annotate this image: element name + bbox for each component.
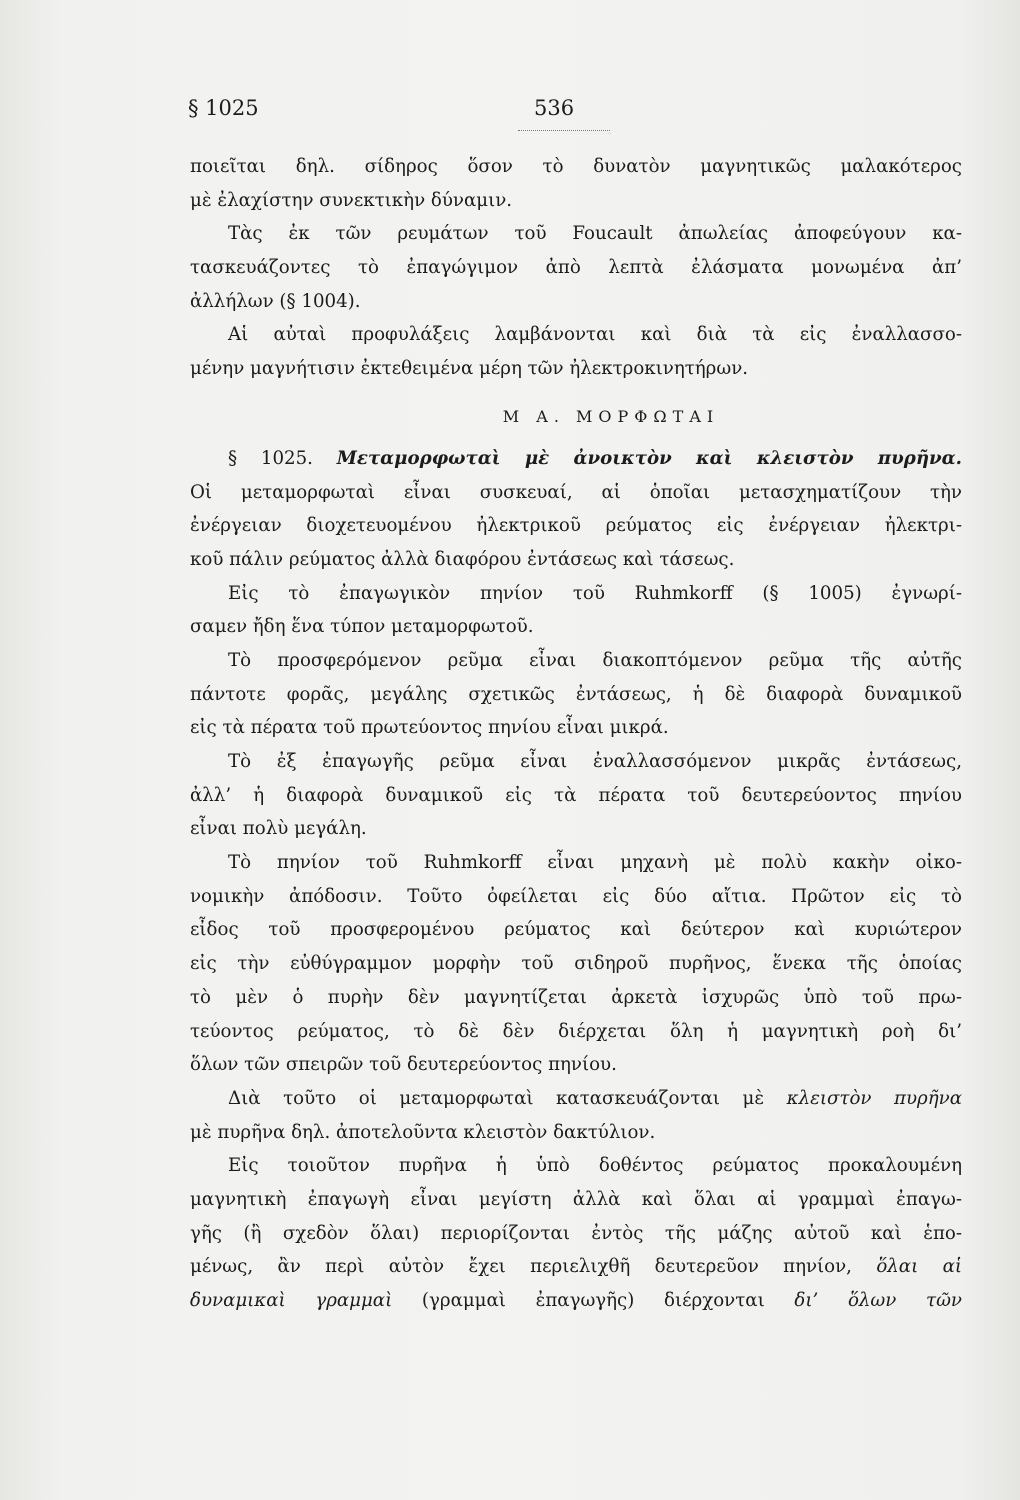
paragraph (190, 1082, 962, 1149)
paragraph (190, 644, 962, 745)
italic-run: δι’ ὅλων τῶν (794, 1290, 962, 1311)
text-line: Τὰς ἐκ τῶν ρευμάτων τοῦ Foucault ἀπωλείας ἀποφεύγουν κα- (228, 223, 962, 245)
page-number: 536 (534, 96, 575, 120)
text-line (190, 1250, 962, 1284)
text-line: ὅλων τῶν σπειρῶν τοῦ δευτερεύοντος πηνίου. (190, 1054, 617, 1076)
paragraph (190, 318, 962, 385)
text-line: νομικὴν ἀπόδοσιν. Τοῦτο ὀφείλεται εἰς δύο αἴτια. Πρῶτον εἰς τὸ (190, 885, 962, 907)
page-header (188, 96, 962, 136)
text-line: μένην μαγνήτισιν ἐκτεθειμένα μέρη τῶν ἠλεκτροκινητήρων. (190, 358, 749, 380)
paragraph (190, 577, 962, 644)
text-line: Εἰς τὸ ἐπαγωγικὸν πηνίον τοῦ Ruhmkorff (§ 1005) ἐγνωρί- (228, 582, 962, 604)
text-line: Τὸ πηνίον τοῦ Ruhmkorff εἶναι μηχανὴ μὲ πολὺ κακὴν οἰκο- (228, 852, 962, 874)
text-line: εἶναι πολὺ μεγάλη. (190, 818, 367, 840)
italic-run: δυναμικαὶ γραμμαὶ (190, 1290, 393, 1311)
section-title-line (190, 442, 962, 476)
text-run: Διὰ τοῦτο οἱ μεταμορφωταὶ κατασκευάζονται μὲ (228, 1087, 765, 1109)
section-paragraph (190, 442, 962, 577)
text-line: ποιεῖται δηλ. σίδηρος ὅσον τὸ δυνατὸν μαγνητικῶς μαλακότερος (190, 156, 962, 177)
paragraph (190, 150, 962, 217)
text-line: σαμεν ἤδη ἕνα τύπον μεταμορφωτοῦ. (190, 616, 534, 638)
text-line: γῆς (ἢ σχεδὸν ὅλαι) περιορίζονται ἐντὸς τῆς μάζης αὐτοῦ καὶ ἑπο- (190, 1222, 962, 1244)
text-run: μένως, ἂν περὶ αὐτὸν ἔχει περιελιχθῆ δευτερεῦον πηνίον, (190, 1256, 852, 1278)
text-line: Εἰς τοιοῦτον πυρῆνα ἡ ὑπὸ δοθέντος ρεύματος προκαλουμένη (228, 1155, 962, 1177)
text-line: τασκευάζοντες τὸ ἐπαγώγιμον ἀπὸ λεπτὰ ἐλάσματα μονωμένα ἀπ’ (190, 257, 962, 279)
text-line: μὲ ἐλαχίστην συνεκτικὴν δύναμιν. (190, 189, 513, 211)
text-line: Τὸ ἐξ ἐπαγωγῆς ρεῦμα εἶναι ἐναλλασσόμενον μικρᾶς ἐντάσεως, (228, 751, 962, 772)
text-line: Τὸ προσφερόμενον ρεῦμα εἶναι διακοπτόμενον ρεῦμα τῆς αὐτῆς (228, 649, 962, 671)
section-number: § 1025. (228, 447, 313, 469)
text-line: τὸ μὲν ὁ πυρὴν δὲν μαγνητίζεται ἀρκετὰ ἰσχυρῶς ὑπὸ τοῦ πρω- (190, 986, 962, 1008)
text-line: ἀλλήλων (§ 1004). (190, 290, 361, 312)
text-line: ἐνέργειαν διοχετευομένου ἠλεκτρικοῦ ρεύματος εἰς ἐνέργειαν ἠλεκτρι- (190, 515, 962, 537)
italic-run: ὅλαι αἱ (876, 1256, 962, 1278)
section-title: Μεταμορφωταὶ μὲ ἀνοικτὸν καὶ κλειστὸν πυρῆνα. (336, 447, 962, 469)
paragraph (190, 846, 962, 1082)
text-run: (γραμμαὶ ἐπαγωγῆς) διέρχονται (421, 1290, 765, 1311)
text-line: εἰς τὰ πέρατα τοῦ πρωτεύοντος πηνίου εἶναι μικρά. (190, 717, 669, 739)
text-line: Οἱ μεταμορφωταὶ εἶναι συσκευαί, αἱ ὁποῖαι μετασχηματίζουν τὴν (190, 481, 962, 503)
text-line: ἀλλ’ ἡ διαφορὰ δυναμικοῦ εἰς τὰ πέρατα τοῦ δευτερεύοντος πηνίου (190, 784, 962, 806)
italic-run: κλειστὸν πυρῆνα (786, 1087, 962, 1109)
text-line: εἶδος τοῦ προσφερομένου ρεύματος καὶ δεύτερον καὶ κυριώτερον (190, 919, 962, 941)
paragraph (190, 745, 962, 846)
text-line: κοῦ πάλιν ρεύματος ἀλλὰ διαφόρου ἐντάσεως καὶ τάσεως. (190, 548, 735, 570)
header-section-number: § 1025 (188, 96, 259, 120)
text-line: τεύοντος ρεύματος, τὸ δὲ δὲν διέρχεται ὅλη ἡ μαγνητικὴ ροὴ δι’ (190, 1020, 962, 1042)
text-line (190, 1284, 962, 1318)
paragraph (190, 1149, 962, 1317)
text-line: μαγνητικὴ ἐπαγωγὴ εἶναι μεγίστη ἀλλὰ καὶ ὅλαι αἱ γραμμαὶ ἐπαγω- (190, 1188, 962, 1210)
paragraph (190, 217, 962, 318)
section-heading: Μ Α. ΜΟΡΦΩΤΑΙ (502, 406, 720, 426)
text-line: μὲ πυρῆνα δηλ. ἀποτελοῦντα κλειστὸν δακτύλιον. (190, 1121, 656, 1143)
page-body (190, 150, 962, 1318)
text-line (190, 1082, 962, 1116)
header-rule (518, 130, 610, 131)
text-line: εἰς τὴν εὐθύγραμμον μορφὴν τοῦ σιδηροῦ πυρῆνος, ἕνεκα τῆς ὁποίας (190, 953, 962, 975)
text-line: Αἱ αὐταὶ προφυλάξεις λαμβάνονται καὶ διὰ τὰ εἰς ἐναλλασσο- (228, 324, 962, 346)
text-line: πάντοτε φορᾶς, μεγάλης σχετικῶς ἐντάσεως, ἡ δὲ διαφορὰ δυναμικοῦ (190, 683, 962, 705)
